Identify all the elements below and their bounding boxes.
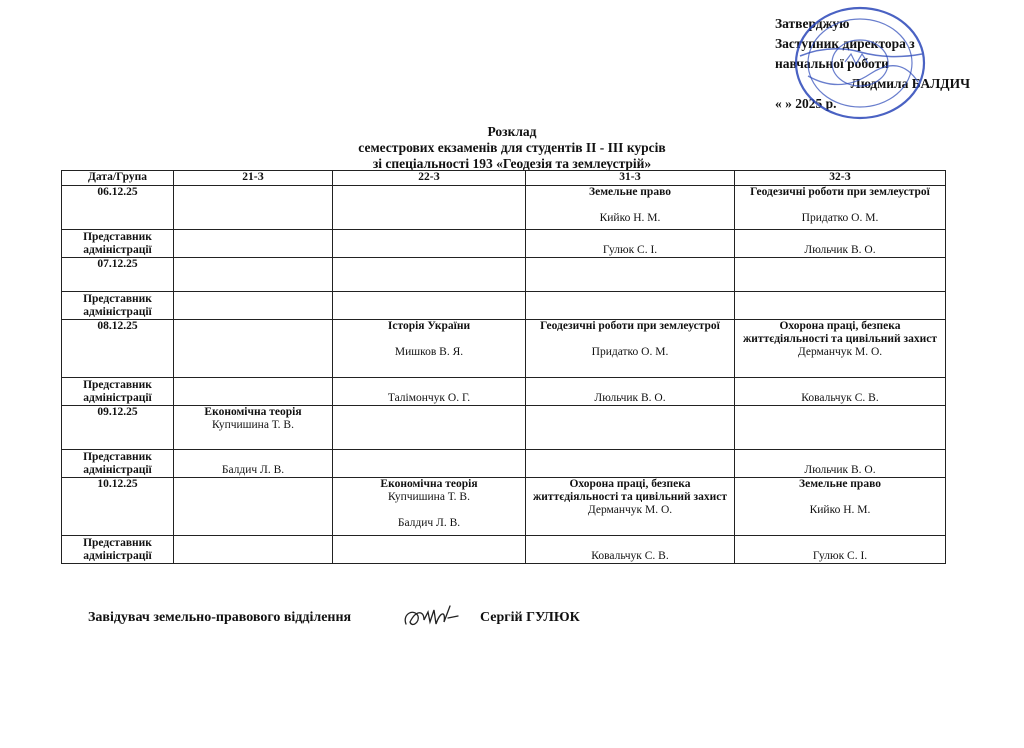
date-cell: 09.12.25 <box>62 406 174 450</box>
rep-cell <box>526 450 735 478</box>
rep-cell: Гулюк С. І. <box>526 230 735 258</box>
table-row <box>62 378 946 406</box>
exam-subject: Економічна теорія <box>204 406 302 418</box>
approval-line-2: Заступник директора з <box>775 36 915 51</box>
exam-teacher: Мишков В. Я. <box>394 346 464 358</box>
rep-cell <box>174 230 333 258</box>
rep-cell: Ковальчук С. В. <box>526 536 735 564</box>
admin-rep-label: Представник адміністрації <box>62 230 174 258</box>
exam-cell <box>526 320 735 378</box>
rep-cell <box>333 450 526 478</box>
exam-cell <box>735 478 946 536</box>
table-row <box>62 320 946 378</box>
exam-cell <box>526 186 735 230</box>
exam-cell <box>735 320 946 378</box>
exam-subject: Охорона праці, безпека життєдіяльності та цивільний захист <box>742 320 938 345</box>
rep-cell <box>735 292 946 320</box>
exam-cell <box>735 406 946 450</box>
document-specialty: зі спеціальності 193 «Геодезія та землеустрій» <box>372 156 652 171</box>
table-row <box>62 258 946 292</box>
exam-cell <box>735 258 946 292</box>
exam-teacher: Кийко Н. М. <box>599 212 661 224</box>
exam-cell <box>174 478 333 536</box>
table-row <box>62 292 946 320</box>
rep-cell: Гулюк С. І. <box>735 536 946 564</box>
exam-schedule-table <box>61 170 946 564</box>
rep-cell: Люльчик В. О. <box>735 450 946 478</box>
exam-subject: Геодезичні роботи при землеустрої <box>540 320 720 332</box>
date-cell: 06.12.25 <box>62 186 174 230</box>
rep-cell <box>526 292 735 320</box>
exam-teacher: Дерманчук М. О. <box>587 504 673 516</box>
date-cell: 07.12.25 <box>62 258 174 292</box>
rep-cell <box>333 536 526 564</box>
exam-cell <box>333 186 526 230</box>
exam-teacher: Придатко О. М. <box>801 212 879 224</box>
approval-line-1: Затверджую <box>775 16 850 31</box>
exam-subject: Земельне право <box>799 478 881 490</box>
rep-cell <box>174 536 333 564</box>
exam-teacher: Дерманчук М. О. <box>797 346 883 358</box>
approval-signatory: Людмила БАЛДИЧ <box>850 76 970 91</box>
header-row <box>62 171 946 186</box>
header-group-32: 32-З <box>735 171 946 186</box>
exam-cell <box>174 258 333 292</box>
rep-cell <box>333 230 526 258</box>
official-stamp-icon <box>790 4 930 122</box>
date-cell: 10.12.25 <box>62 478 174 536</box>
header-date-group: Дата/Група <box>62 171 174 186</box>
rep-cell <box>333 292 526 320</box>
exam-cell <box>174 406 333 450</box>
exam-cell <box>333 258 526 292</box>
exam-cell <box>174 186 333 230</box>
rep-cell: Ковальчук С. В. <box>735 378 946 406</box>
header-group-22: 22-З <box>333 171 526 186</box>
exam-subject: Історія України <box>387 320 471 332</box>
exam-cell <box>526 258 735 292</box>
exam-cell <box>333 320 526 378</box>
exam-subject: Охорона праці, безпека життєдіяльності та цивільний захист <box>532 478 728 503</box>
admin-rep-label: Представник адміністрації <box>62 292 174 320</box>
rep-cell: Талімончук О. Г. <box>333 378 526 406</box>
exam-cell <box>526 478 735 536</box>
table-row <box>62 186 946 230</box>
signature-icon <box>400 602 462 636</box>
footer-name: Сергій ГУЛЮК <box>480 610 580 625</box>
table-row <box>62 230 946 258</box>
exam-cell <box>174 320 333 378</box>
approval-line-3: навчальної роботи <box>775 56 889 71</box>
exam-subject: Економічна теорія <box>380 478 478 490</box>
exam-cell <box>333 406 526 450</box>
admin-rep-label: Представник адміністрації <box>62 536 174 564</box>
exam-cell <box>735 186 946 230</box>
header-group-21: 21-З <box>174 171 333 186</box>
rep-cell <box>174 292 333 320</box>
document-title: Розклад <box>487 124 537 139</box>
admin-rep-label: Представник адміністрації <box>62 450 174 478</box>
rep-cell: Люльчик В. О. <box>526 378 735 406</box>
rep-cell: Люльчик В. О. <box>735 230 946 258</box>
document-subtitle: семестрових екзаменів для студентів II - III курсів <box>358 140 666 155</box>
rep-cell: Балдич Л. В. <box>174 450 333 478</box>
footer-position: Завідувач земельно-правового відділення <box>88 610 352 625</box>
exam-teacher: Кийко Н. М. <box>809 504 871 516</box>
table-row <box>62 536 946 564</box>
exam-cell <box>526 406 735 450</box>
table-row <box>62 406 946 450</box>
date-cell: 08.12.25 <box>62 320 174 378</box>
admin-rep-label: Представник адміністрації <box>62 378 174 406</box>
table-row <box>62 450 946 478</box>
header-group-31: 31-З <box>526 171 735 186</box>
exam-subject: Земельне право <box>589 186 671 198</box>
exam-teacher: Купчишина Т. В. <box>212 419 294 431</box>
exam-subject: Геодезичні роботи при землеустрої <box>750 186 930 198</box>
approval-date-line: « » 2025 р. <box>775 96 837 111</box>
exam-rep-extra: Балдич Л. В. <box>397 517 461 529</box>
exam-teacher: Купчишина Т. В. <box>388 491 470 503</box>
exam-teacher: Придатко О. М. <box>591 346 669 358</box>
table-row <box>62 478 946 536</box>
rep-cell <box>174 378 333 406</box>
exam-cell <box>333 478 526 536</box>
